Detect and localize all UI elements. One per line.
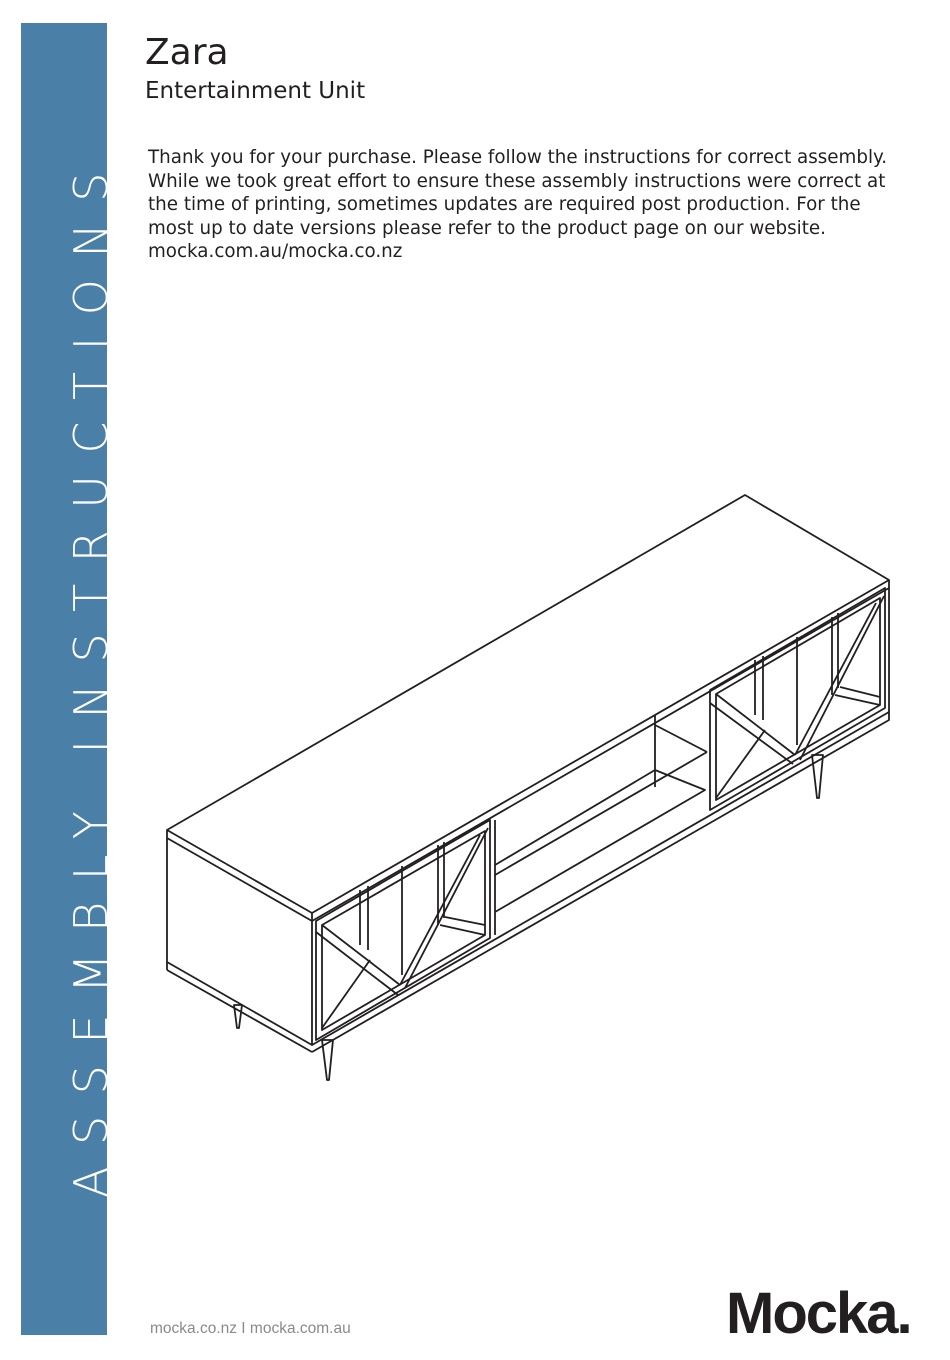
- product-subtitle: Entertainment Unit: [145, 78, 366, 104]
- mocka-logo: Mocka.: [726, 1281, 911, 1346]
- product-title: Zara: [145, 32, 229, 73]
- leg-front-left: [322, 1040, 333, 1080]
- sidebar-label: ASSEMBLY INSTRUCTIONS: [64, 151, 118, 1198]
- intro-paragraph: Thank you for your purchase. Please follow the instructions for correct assembly. While we took great effort to ensure these assembly instructions were correct at the time of printing, sometimes updates are required post production. For the most up to date versions please refer to the product page on our website. mocka.com.au/mocka.co.nz: [148, 147, 888, 263]
- leg-back-left: [234, 1005, 242, 1028]
- footer-website-links: mocka.co.nz I mocka.com.au: [150, 1320, 351, 1337]
